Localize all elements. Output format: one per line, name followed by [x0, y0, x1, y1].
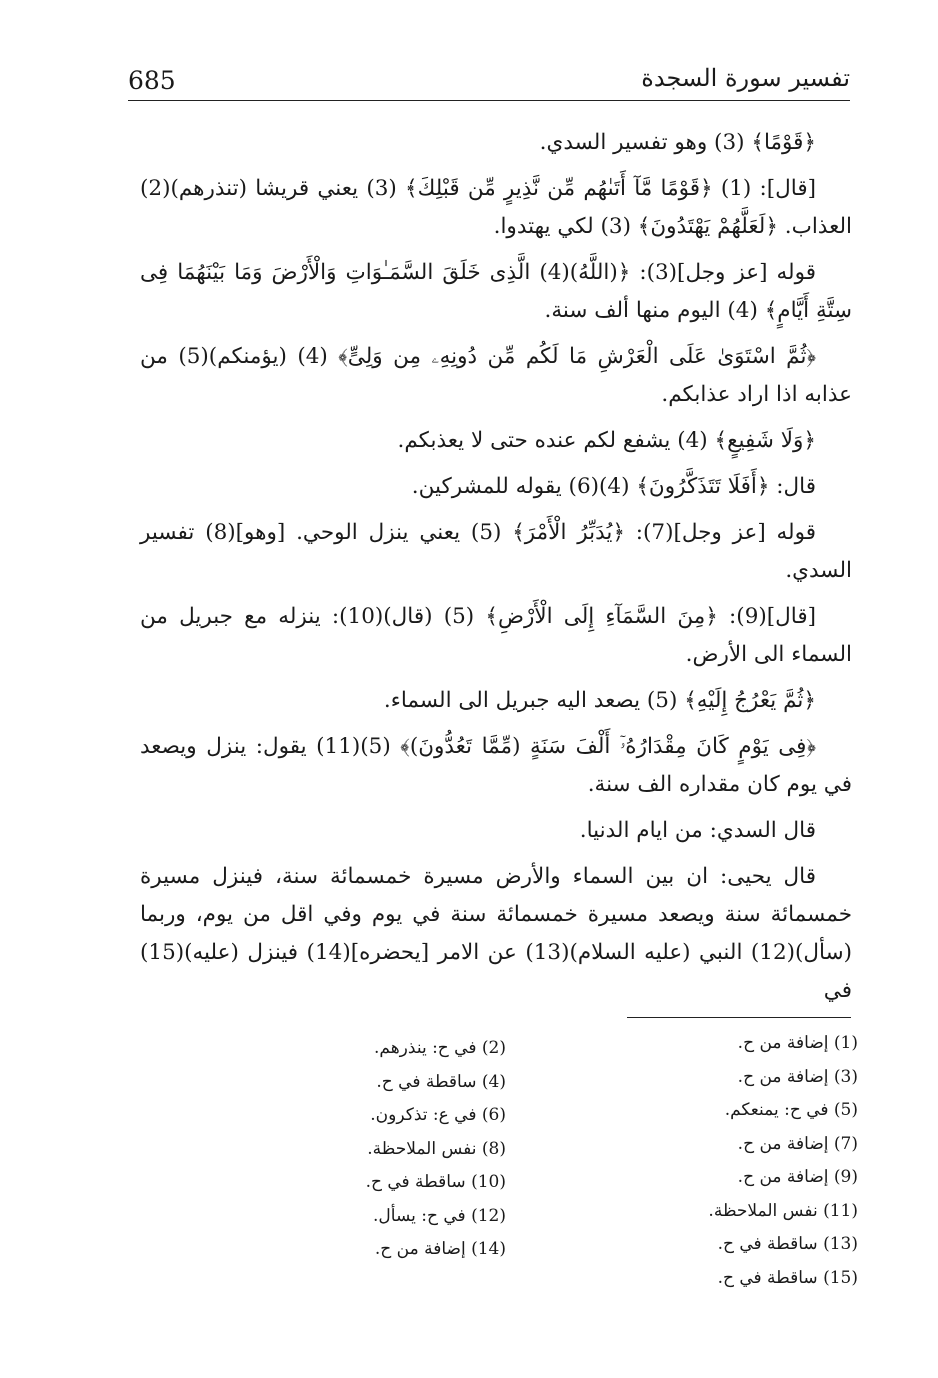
footnote: (5) في ح: يمنعكم.: [724, 1100, 858, 1120]
paragraph: قوله [عز وجل](7): ﴿يُدَبِّرُ الْأَمْرَ﴾ (5) يعني ينزل الوحي. [وهو](8) تفسير السدي.: [140, 520, 852, 583]
footnote: (13) ساقطة في ح.: [717, 1234, 858, 1254]
paragraph: ﴿ثُمَّ يَعْرُجُ إِلَيْهِ﴾ (5) يصعد اليه جبريل الى السماء.: [383, 688, 816, 713]
footnote: (12) في ح: يسأل.: [373, 1205, 506, 1226]
paragraph: قوله [عز وجل](3): ﴿(اللَّهُ)(4) الَّذِى خَلَقَ السَّمَـٰوَاتِ وَالْأَرْضَ وَمَا بَيْنَهُمَا فِى سِتَّةِ أَيَّامٍ﴾ (4) اليوم منها ألف سنة.: [140, 260, 852, 323]
paragraph: ﴿وَلَا شَفِيعٍ﴾ (4) يشفع لكم عنده حتى لا يعذبكم.: [397, 428, 816, 453]
page-header: [128, 62, 850, 101]
footnotes-right-column: [658, 1027, 858, 1295]
footnote: (9) إضافة من ح.: [737, 1167, 858, 1187]
paragraph: ﴿ثُمَّ اسْتَوَىٰ عَلَى الْعَرْشِ مَا لَكُم مِّن دُونِهِۦ مِن وَلِىٍّ﴾ (4) (يؤمنكم)(5) من عذابه اذا اراد عذابكم.: [140, 344, 852, 407]
main-text: [140, 124, 852, 1018]
paragraph: قال السدي: من ايام الدنيا.: [579, 818, 816, 843]
footnote: (15) ساقطة في ح.: [717, 1267, 858, 1288]
footnote: (11) نفس الملاحظة.: [708, 1200, 858, 1221]
running-title: تفسير سورة السجدة: [641, 64, 850, 92]
footnotes-left-column: [306, 1032, 506, 1267]
footnote: (2) في ح: ينذرهم.: [374, 1038, 506, 1058]
footnote-separator: [627, 1017, 851, 1018]
footnote: (14) إضافة من ح.: [374, 1239, 506, 1259]
footnote: (8) نفس الملاحظة.: [367, 1138, 506, 1159]
footnote: (6) في ع: تذكرون.: [370, 1105, 506, 1125]
paragraph: [قال](9): ﴿مِنَ السَّمَآءِ إِلَى الْأَرْضِ﴾ (5) (قال)(10): ينزله مع جبريل من السماء الى الأرض.: [140, 604, 852, 667]
footnote: (4) ساقطة في ح.: [376, 1071, 506, 1092]
page-number: 685: [128, 66, 176, 95]
paragraph: قال يحيى: ان بين السماء والأرض مسيرة خمسمائة سنة، فينزل مسيرة خمسمائة سنة ويصعد مسيرة خمسمائة سنة في يوم وفي اقل من يوم، وربما (سأل)(12) النبي (عليه السلام)(13) عن الامر [يحضره](14) فينزل (عليه)(15) في: [140, 864, 853, 1003]
paragraph: [قال]: (1) ﴿قَوْمًا مَّآ أَتَىٰهُم مِّن نَّذِيرٍ مِّن قَبْلِكَ﴾ (3) يعني قريشا (تنذرهم)(2) العذاب. ﴿لَعَلَّهُمْ يَهْتَدُونَ﴾ (3) لكي يهتدوا.: [140, 176, 852, 239]
footnote: (7) إضافة من ح.: [737, 1133, 858, 1154]
paragraph: قال: ﴿أَفَلَا تَتَذَكَّرُونَ﴾ (4)(6) يقوله للمشركين.: [411, 474, 816, 499]
paragraph: ﴿قَوْمًا﴾ (3) وهو تفسير السدي.: [539, 130, 816, 155]
footnote: (3) إضافة من ح.: [737, 1066, 858, 1087]
footnote: (10) ساقطة في ح.: [365, 1172, 506, 1192]
paragraph: ﴿فِى يَوْمٍ كَانَ مِقْدَارُهُۥٓ أَلْفَ سَنَةٍ (مِّمَّا تَعُدُّونَ)﴾ (5)(11) يقول: ينزل ويصعد في يوم كان مقداره الف سنة.: [140, 734, 852, 797]
footnote: (1) إضافة من ح.: [737, 1033, 858, 1053]
